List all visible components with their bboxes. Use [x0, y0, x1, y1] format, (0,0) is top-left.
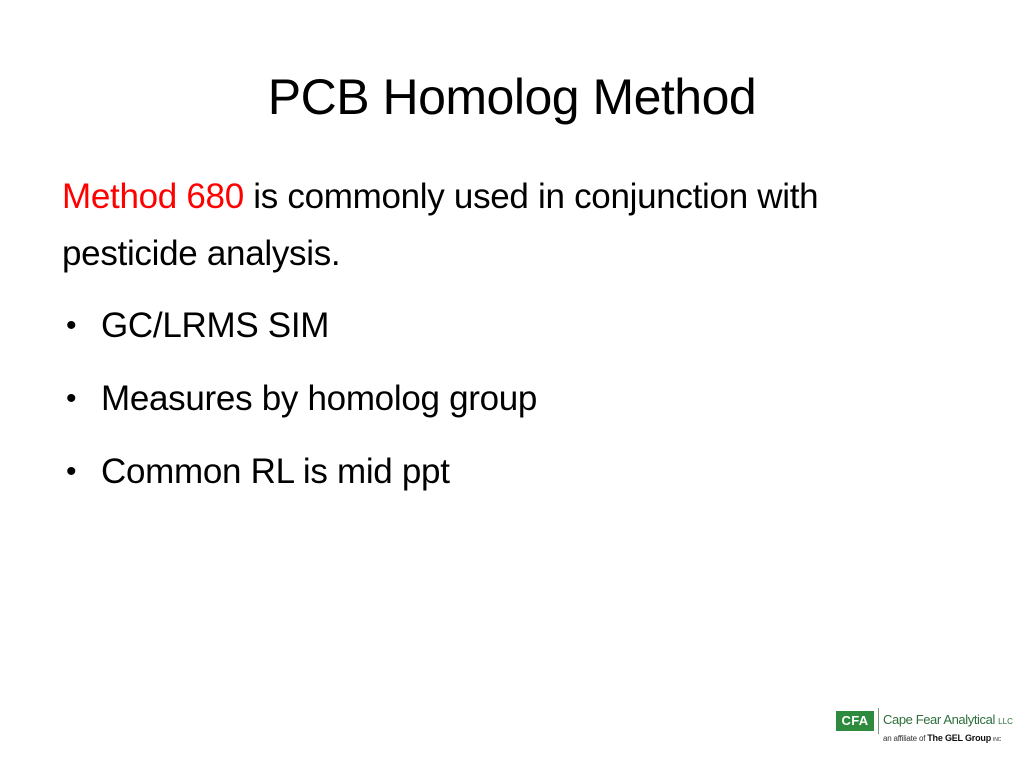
bullet-item [62, 373, 962, 425]
intro-paragraph [62, 168, 962, 282]
bullet-text: Common RL is mid ppt [101, 452, 450, 491]
method-highlight: Method 680 [62, 177, 244, 216]
bullet-dot-icon: • [66, 309, 77, 342]
logo-group-name: The GEL Group [927, 733, 991, 743]
logo-affiliate-line [883, 733, 1001, 746]
bullet-text: GC/LRMS SIM [101, 306, 330, 345]
bullet-text: Measures by homolog group [101, 379, 538, 418]
bullet-item [62, 446, 962, 498]
logo-divider [878, 708, 879, 734]
slide-title: PCB Homolog Method [267, 69, 757, 125]
bullet-list [62, 300, 962, 519]
company-logo [836, 708, 1013, 748]
intro-text: is commonly used in conjunction with pesticide analysis. [62, 177, 819, 273]
logo-group-suffix: INC [993, 737, 1002, 743]
bullet-dot-icon: • [66, 455, 77, 488]
logo-affiliate-prefix: an affiliate of [883, 734, 928, 743]
logo-company-name [883, 712, 1013, 730]
bullet-item [62, 300, 962, 352]
logo-company-suffix: LLC [998, 717, 1013, 726]
logo-abbrev-badge: CFA [836, 711, 874, 731]
logo-company-text: Cape Fear Analytical [883, 712, 995, 727]
bullet-dot-icon: • [66, 382, 77, 415]
